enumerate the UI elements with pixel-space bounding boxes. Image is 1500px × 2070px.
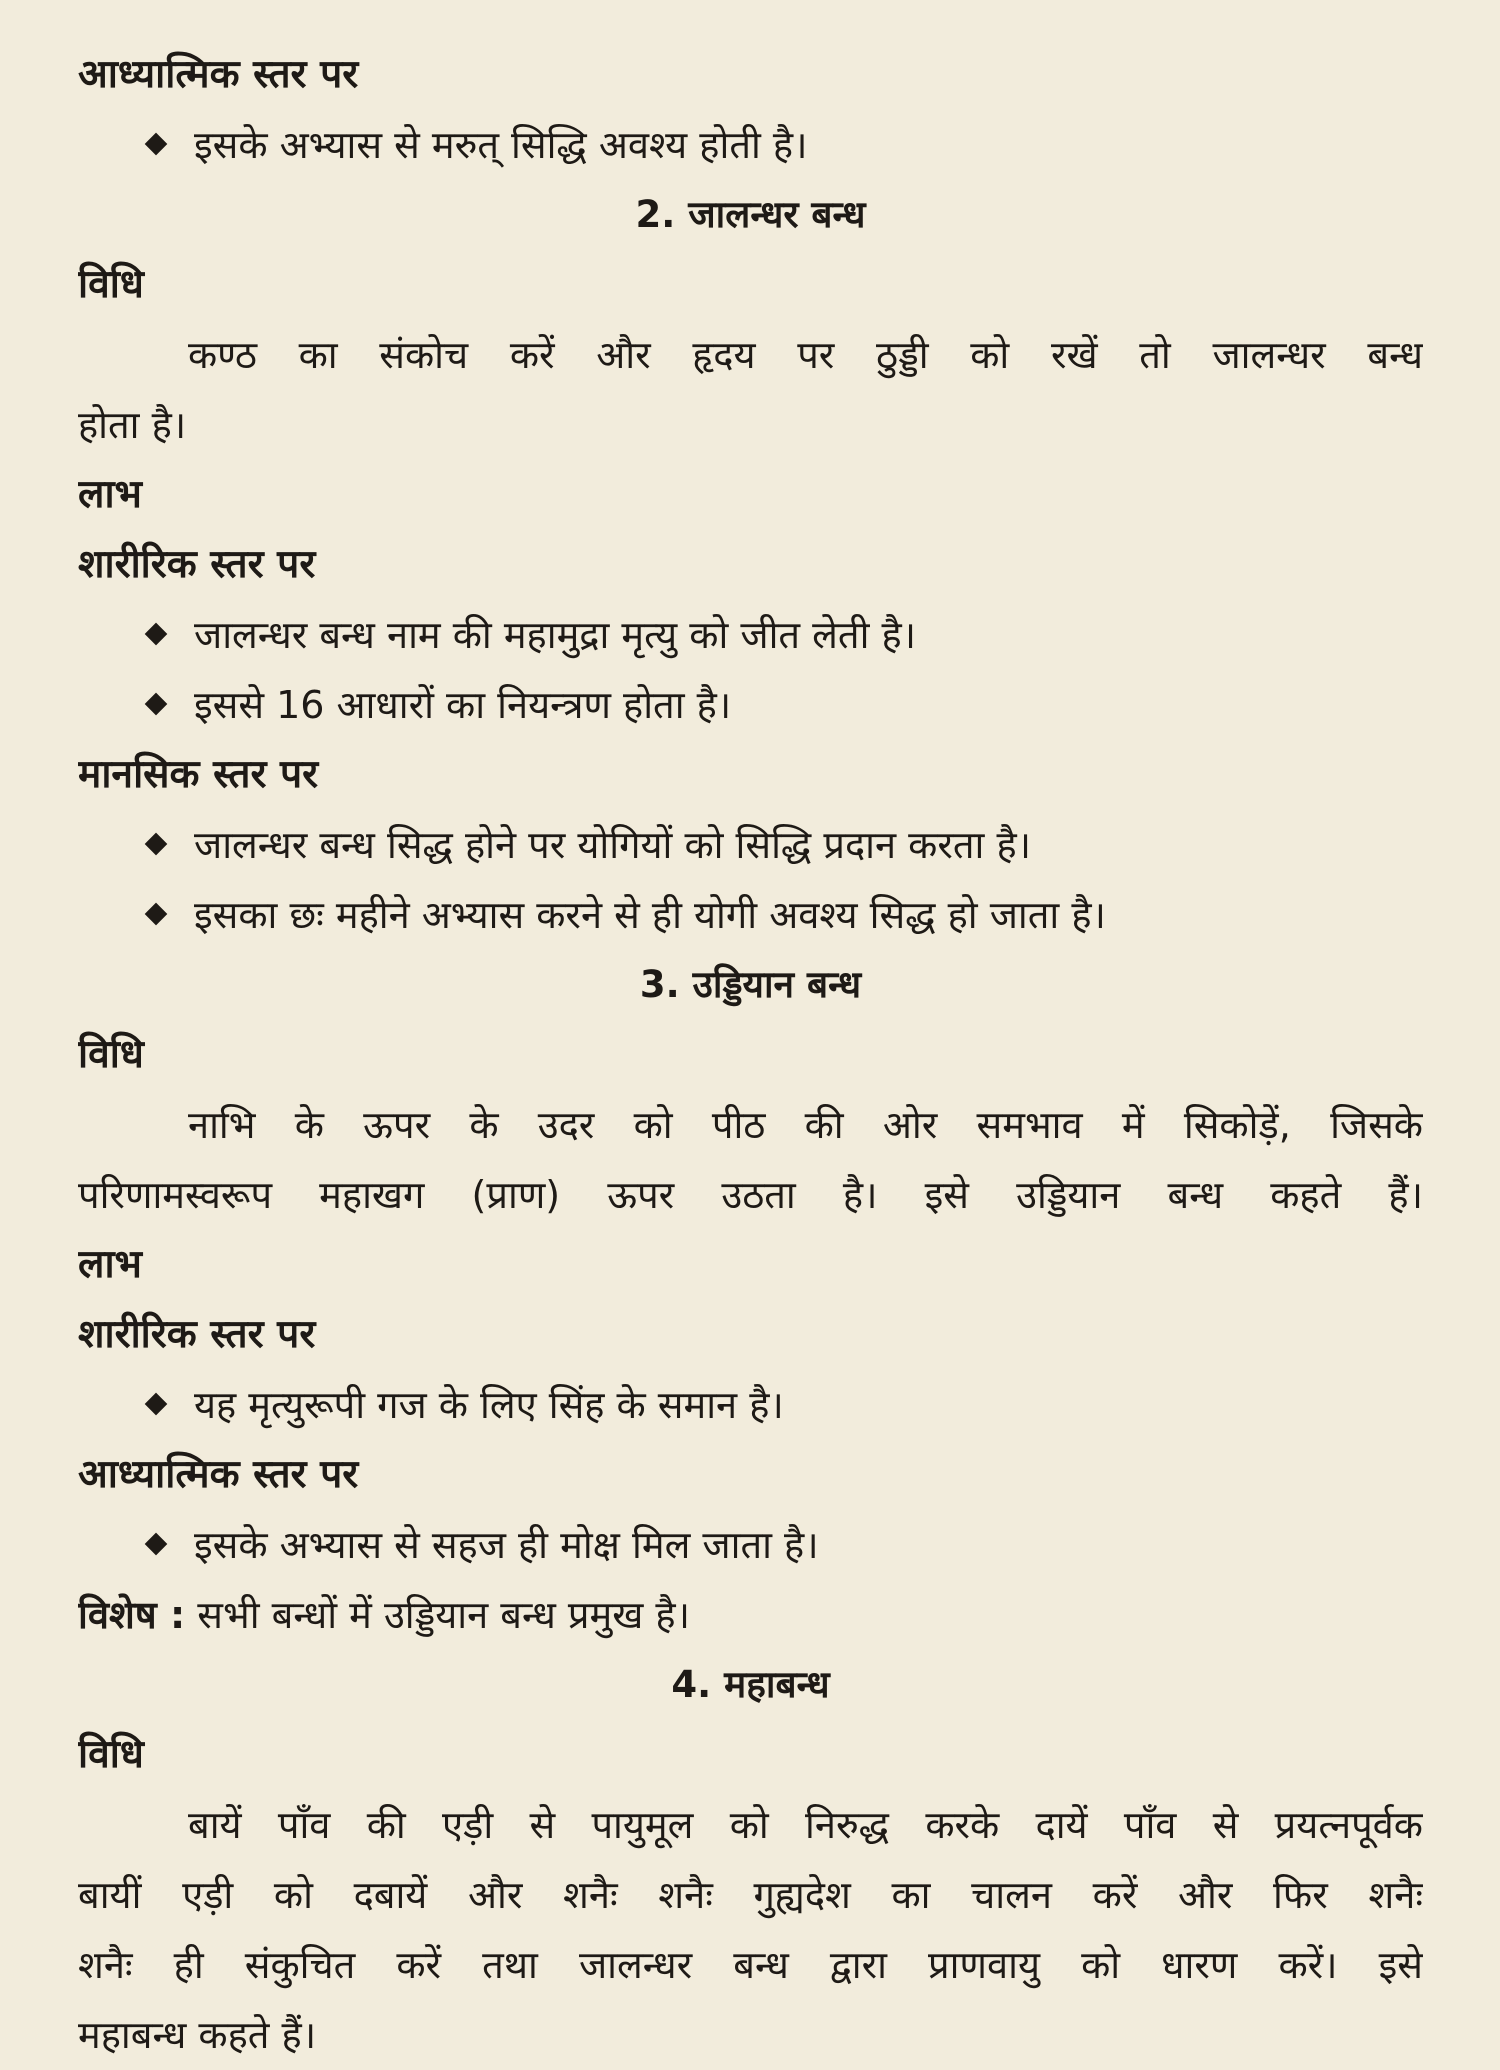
- chapter-title: 4. महाबन्ध: [671, 1663, 830, 1706]
- paragraph-line: कण्ठ का संकोच करें और हृदय पर ठुड्डी को रखें तो जालन्धर बन्ध: [188, 333, 1423, 377]
- special-text: सभी बन्धों में उड्डियान बन्ध प्रमुख है।: [197, 1593, 691, 1637]
- paragraph-line: बायें पाँव की एड़ी से पायुमूल को निरुद्ध करके दायें पाँव से प्रयत्नपूर्वक: [188, 1803, 1423, 1847]
- diamond-bullet-icon: [145, 132, 168, 155]
- paragraph-line: होता है।: [78, 403, 187, 447]
- bullet-item: इससे 16 आधारों का नियन्त्रण होता है।: [78, 670, 1423, 740]
- section-heading: शारीरिक स्तर पर: [78, 1312, 316, 1357]
- diamond-bullet-icon: [145, 1392, 168, 1415]
- paragraph-line: परिणामस्वरूप महाखग (प्राण) ऊपर उठता है। इसे उड्डियान बन्ध कहते हैं।: [78, 1173, 1423, 1217]
- diamond-bullet-icon: [145, 832, 168, 855]
- diamond-bullet-icon: [145, 902, 168, 925]
- paragraph-line: शनैः ही संकुचित करें तथा जालन्धर बन्ध द्वारा प्राणवायु को धारण करें। इसे: [78, 1943, 1423, 1987]
- chapter-title: 2. जालन्धर बन्ध: [635, 193, 866, 236]
- paragraph-line: महाबन्ध कहते हैं।: [78, 2013, 317, 2057]
- section-heading: विधि: [78, 1032, 144, 1077]
- section-heading: मानसिक स्तर पर: [78, 752, 319, 797]
- section-heading: लाभ: [78, 1242, 142, 1287]
- section-heading: विधि: [78, 262, 144, 307]
- special-note: [78, 1580, 1423, 1650]
- paragraph-line: बायीं एड़ी को दबायें और शनैः शनैः गुह्यदेश का चालन करें और फिर शनैः: [78, 1873, 1423, 1917]
- bullet-item: इसके अभ्यास से सहज ही मोक्ष मिल जाता है।: [78, 1510, 1423, 1580]
- bullet-item: जालन्धर बन्ध नाम की महामुद्रा मृत्यु को जीत लेती है।: [78, 600, 1423, 670]
- bullet-item: यह मृत्युरूपी गज के लिए सिंह के समान है।: [78, 1370, 1423, 1440]
- chapter-title: 3. उड्डियान बन्ध: [639, 963, 862, 1006]
- bullet-item: जालन्धर बन्ध सिद्ध होने पर योगियों को सिद्धि प्रदान करता है।: [78, 810, 1423, 880]
- document-page: [78, 40, 1423, 2070]
- section-heading: आध्यात्मिक स्तर पर: [78, 52, 359, 97]
- section-heading: लाभ: [78, 472, 142, 517]
- bullet-item: इसका छः महीने अभ्यास करने से ही योगी अवश्य सिद्ध हो जाता है।: [78, 880, 1423, 950]
- section-heading: शारीरिक स्तर पर: [78, 542, 316, 587]
- diamond-bullet-icon: [145, 1532, 168, 1555]
- section-heading: आध्यात्मिक स्तर पर: [78, 1452, 359, 1497]
- bullet-item: इसके अभ्यास से मरुत् सिद्धि अवश्य होती है।: [78, 110, 1423, 180]
- section-heading: विधि: [78, 1732, 144, 1777]
- paragraph-line: नाभि के ऊपर के उदर को पीठ की ओर समभाव में सिकोड़ें, जिसके: [188, 1103, 1423, 1147]
- diamond-bullet-icon: [145, 622, 168, 645]
- special-label: विशेष :: [78, 1593, 186, 1637]
- diamond-bullet-icon: [145, 692, 168, 715]
